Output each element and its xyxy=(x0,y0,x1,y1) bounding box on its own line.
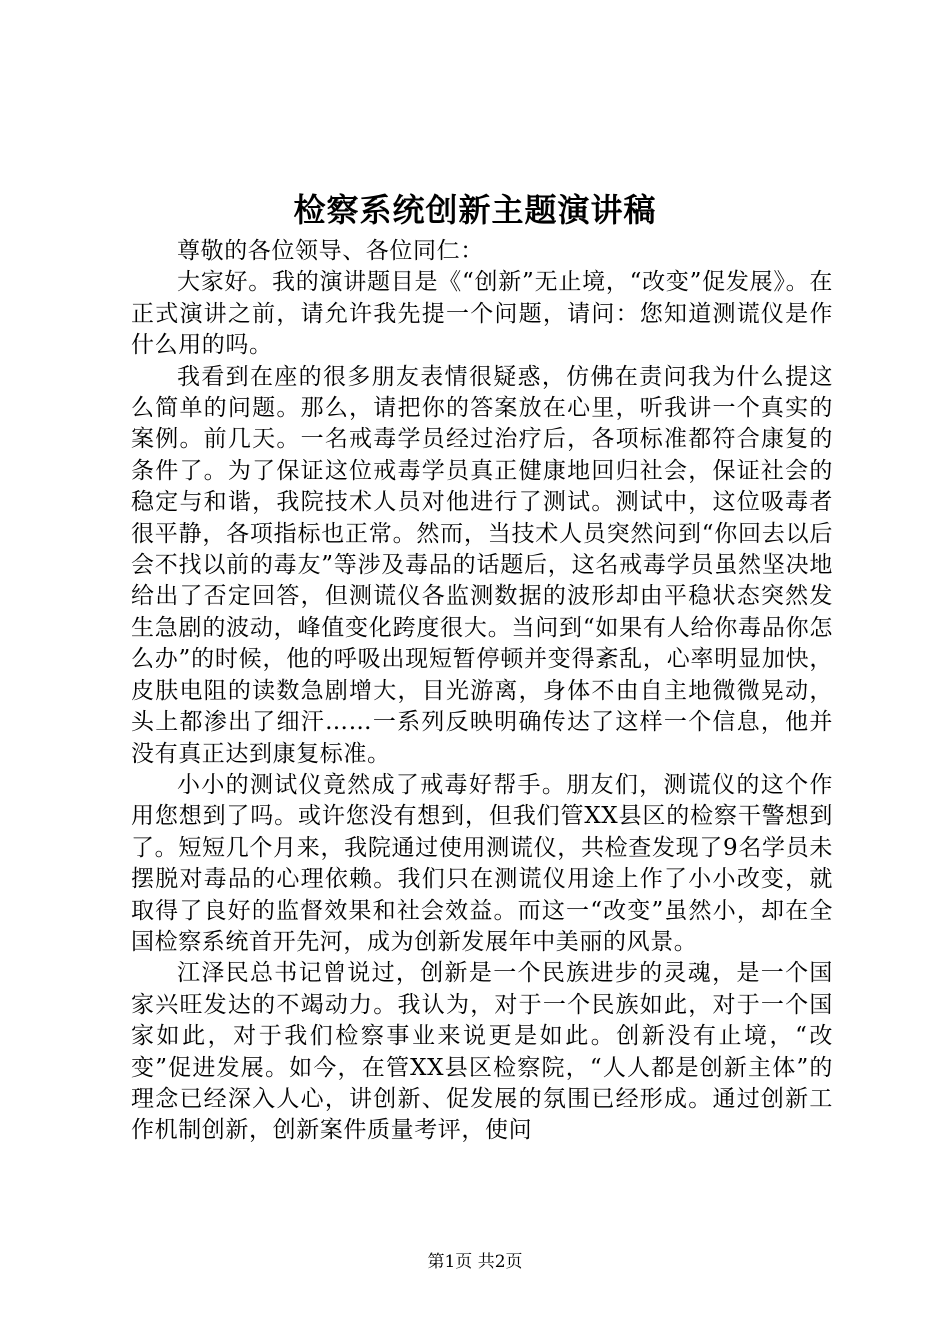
document-title: 检察系统创新主题演讲稿 xyxy=(293,191,657,229)
page-number-footer: 第1页 共2页 xyxy=(427,1252,523,1272)
body-paragraph: 大家好。我的演讲题目是《“创新”无止境，“改变”促发展》。在正式演讲之前，请允许我先提一个问题，请问：您知道测谎仪是作什么用的吗。 xyxy=(131,269,833,359)
salutation-paragraph: 尊敬的各位领导、各位同仁： xyxy=(177,238,484,264)
body-paragraph: 小小的测试仪竟然成了戒毒好帮手。朋友们，测谎仪的这个作用您想到了吗。或许您没有想到，但我们管XX县区的检察干警想到了。短短几个月来，我院通过使用测谎仪，共检查发现了9名学员未摆脱对毒品的心理依赖。我们只在测谎仪用途上作了小小改变，就取得了良好的监督效果和社会效益。而这一“改变”虽然小，却在全国检察系统首开先河，成为创新发展年中美丽的风景。 xyxy=(131,771,833,955)
document-body xyxy=(131,236,833,1147)
body-paragraph: 江泽民总书记曾说过，创新是一个民族进步的灵魂，是一个国家兴旺发达的不竭动力。我认为，对于一个民族如此，对于一个国家如此，对于我们检察事业来说更是如此。创新没有止境，“改变”促进发展。如今，在管XX县区检察院，“人人都是创新主体”的理念已经深入人心，讲创新、促发展的氛围已经形成。通过创新工作机制创新，创新案件质量考评，使问 xyxy=(131,960,833,1144)
body-paragraph: 我看到在座的很多朋友表情很疑惑，仿佛在责问我为什么提这么简单的问题。那么，请把你的答案放在心里，听我讲一个真实的案例。前几天。一名戒毒学员经过治疗后，各项标准都符合康复的条件了。为了保证这位戒毒学员真正健康地回归社会，保证社会的稳定与和谐，我院技术人员对他进行了测试。测试中，这位吸毒者很平静，各项指标也正常。然而，当技术人员突然问到“你回去以后会不找以前的毒友”等涉及毒品的话题后，这名戒毒学员虽然坚决地给出了否定回答，但测谎仪各监测数据的波形却由平稳状态突然发生急剧的波动，峰值变化跨度很大。当问到“如果有人给你毒品你怎么办”的时候，他的呼吸出现短暂停顿并变得紊乱，心率明显加快，皮肤电阻的读数急剧增大，目光游离，身体不由自主地微微晃动，头上都渗出了细汗……一系列反映明确传达了这样一个信息，他并没有真正达到康复标准。 xyxy=(131,363,833,767)
